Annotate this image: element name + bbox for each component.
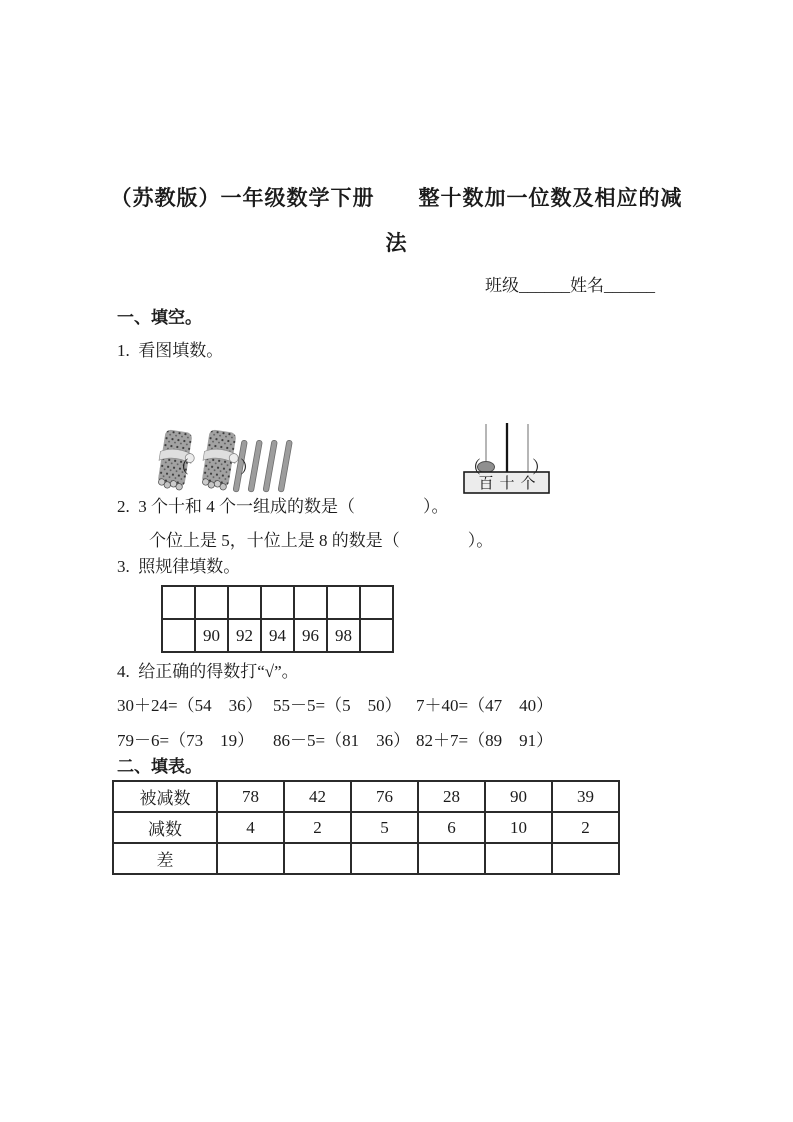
pattern-cell — [294, 586, 327, 619]
subtrahend-cell: 2 — [552, 812, 619, 843]
pattern-cell: 90 — [195, 619, 228, 652]
minuend-cell: 90 — [485, 781, 552, 812]
difference-cell — [418, 843, 485, 874]
class-name-blanks: 班级______姓名______ — [485, 276, 655, 295]
subtrahend-cell: 2 — [284, 812, 351, 843]
row-header-cell: 差 — [113, 843, 217, 874]
row-header-cell: 被减数 — [113, 781, 217, 812]
subtrahend-cell: 4 — [217, 812, 284, 843]
pattern-cell — [360, 586, 393, 619]
minuend-cell: 42 — [284, 781, 351, 812]
abacus-label-ones: 个 — [520, 475, 536, 492]
q4-equation: 86－5=（81 36） — [273, 731, 411, 750]
pattern-cell: 98 — [327, 619, 360, 652]
pattern-cell — [162, 586, 195, 619]
q1-label: 1. 看图填数。 — [117, 341, 224, 360]
pattern-cell: 92 — [228, 619, 261, 652]
page-title-line2: 法 — [385, 231, 408, 255]
q4-equation: 7＋40=（47 40） — [416, 696, 554, 715]
table-row — [162, 619, 393, 652]
subtrahend-cell: 10 — [485, 812, 552, 843]
pattern-cell — [327, 586, 360, 619]
pattern-cell — [228, 586, 261, 619]
pattern-cell — [162, 619, 195, 652]
row-header-cell: 减数 — [113, 812, 217, 843]
table-row — [113, 843, 619, 874]
q1-abacus-answer-blank: （ ） — [464, 458, 549, 477]
q2-line2: 个位上是 5，十位上是 8 的数是（ ）。 — [149, 531, 494, 550]
subtrahend-cell: 6 — [418, 812, 485, 843]
subtraction-table — [112, 780, 620, 875]
table-row — [162, 586, 393, 619]
pattern-cell: 94 — [261, 619, 294, 652]
difference-cell — [351, 843, 418, 874]
section1-heading: 一、填空。 — [117, 308, 202, 327]
number-pattern-table — [161, 585, 394, 653]
minuend-cell: 28 — [418, 781, 485, 812]
subtrahend-cell: 5 — [351, 812, 418, 843]
pattern-cell — [195, 586, 228, 619]
difference-cell — [217, 843, 284, 874]
q4-label: 4. 给正确的得数打“√”。 — [117, 662, 299, 681]
pattern-cell — [261, 586, 294, 619]
section2-heading: 二、填表。 — [117, 757, 202, 776]
q1-sticks-answer-blank: （ ） — [172, 458, 257, 477]
difference-cell — [284, 843, 351, 874]
page-title-line1: （苏教版）一年级数学下册 整十数加一位数及相应的减 — [110, 186, 683, 210]
q4-equation: 79－6=（73 19） — [117, 731, 255, 750]
minuend-cell: 39 — [552, 781, 619, 812]
difference-cell — [485, 843, 552, 874]
q4-equation: 30＋24=（54 36） — [117, 696, 263, 715]
table-row — [113, 812, 619, 843]
q3-label: 3. 照规律填数。 — [117, 557, 241, 576]
abacus-label-tens: 十 — [499, 475, 515, 492]
minuend-cell: 76 — [351, 781, 418, 812]
table-row — [113, 781, 619, 812]
q4-equation: 55－5=（5 50） — [273, 696, 402, 715]
q2-line1: 2. 3 个十和 4 个一组成的数是（ ）。 — [117, 497, 449, 516]
pattern-cell: 96 — [294, 619, 327, 652]
difference-cell — [552, 843, 619, 874]
q4-equation: 82＋7=（89 91） — [416, 731, 554, 750]
pattern-cell — [360, 619, 393, 652]
abacus-label-hundreds: 百 — [478, 475, 494, 492]
minuend-cell: 78 — [217, 781, 284, 812]
